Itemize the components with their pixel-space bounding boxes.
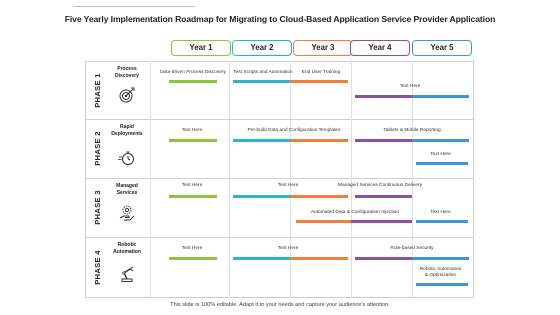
task-bar xyxy=(290,80,348,83)
task-bar xyxy=(169,195,217,198)
gear-hand-icon xyxy=(118,204,136,222)
grid-line xyxy=(85,119,473,120)
task-label: Pre-build Data and Configuration Templates xyxy=(247,128,341,133)
task-bar xyxy=(355,195,412,198)
task-bar xyxy=(351,220,412,223)
robot-arm-icon xyxy=(118,265,136,283)
footer-note: This slide is 100% editable. Adapt it to your needs and capture your audience's attention. xyxy=(170,302,390,308)
task-label: Data-driven Process Discovery xyxy=(160,70,226,75)
grid-line xyxy=(85,178,473,179)
grid-line xyxy=(85,297,473,298)
task-bar xyxy=(416,283,468,286)
task-label: Automated Data & Configuration Injection xyxy=(310,210,400,215)
task-bar xyxy=(412,95,469,98)
task-label: End User Training xyxy=(301,70,341,75)
category-managed-services: Managed Services xyxy=(116,183,138,196)
task-bar xyxy=(412,139,469,142)
grid-line xyxy=(351,61,352,298)
task-label: Text Here xyxy=(277,183,299,188)
task-bar xyxy=(290,195,348,198)
task-label: Robotic Automation xyxy=(419,267,462,272)
task-bar xyxy=(290,139,348,142)
task-label: Text Here xyxy=(181,128,203,133)
task-label: Test Scripts and Automation xyxy=(233,70,293,75)
phase-2-label: PHASE 2 xyxy=(92,131,102,166)
task-bar xyxy=(233,80,290,83)
category-rapid-deployments: Rapid Deployments xyxy=(111,124,143,137)
grid-line xyxy=(229,61,230,298)
task-bar xyxy=(233,139,290,142)
task-bar xyxy=(412,257,469,260)
task-bar xyxy=(355,257,412,260)
phase-4-label: PHASE 4 xyxy=(92,249,102,285)
grid-line xyxy=(85,61,86,298)
task-label: Rule-based Security xyxy=(390,246,434,251)
grid-line xyxy=(473,61,474,298)
year-4-header: Year 4 xyxy=(350,40,410,56)
task-label: Text Here xyxy=(181,246,203,251)
grid-line xyxy=(85,61,473,62)
task-label: Text Here xyxy=(277,246,299,251)
phase-1-label: PHASE 1 xyxy=(92,72,102,108)
page-title: Five Yearly Implementation Roadmap for Migrating to Cloud-Based Application Service Provider Application xyxy=(64,14,496,24)
top-decoration-line xyxy=(73,6,195,7)
task-label: Tablets & Mobile Reporting xyxy=(383,128,441,133)
year-5-header: Year 5 xyxy=(412,40,472,56)
task-label: Text Here xyxy=(181,183,203,188)
task-bar xyxy=(355,139,412,142)
task-bar xyxy=(169,257,217,260)
target-icon xyxy=(118,86,136,104)
grid-line xyxy=(290,61,291,298)
task-label: Managed Services Continuous Delivery xyxy=(338,183,422,188)
task-bar xyxy=(233,195,290,198)
grid-line xyxy=(150,61,151,298)
task-label: Text Here xyxy=(430,210,451,215)
task-bar xyxy=(169,139,217,142)
task-bar xyxy=(355,95,412,98)
task-bar xyxy=(169,80,217,83)
task-bar xyxy=(416,220,468,223)
category-process-discovery: Process Discovery xyxy=(115,66,139,79)
grid-line xyxy=(85,237,473,238)
task-bar xyxy=(296,220,351,223)
category-robotic-automation: Robotic Automation xyxy=(113,242,141,255)
task-label: Text Here xyxy=(399,84,421,89)
year-1-header: Year 1 xyxy=(171,40,231,56)
year-3-header: Year 3 xyxy=(293,40,353,56)
task-bar xyxy=(233,257,290,260)
year-2-header: Year 2 xyxy=(232,40,292,56)
phase-3-label: PHASE 3 xyxy=(92,190,102,225)
task-label: Text Here xyxy=(430,152,451,157)
task-bar xyxy=(416,162,468,165)
stopwatch-icon xyxy=(118,149,136,167)
task-bar xyxy=(290,257,348,260)
task-label: & Optimization xyxy=(424,273,457,278)
